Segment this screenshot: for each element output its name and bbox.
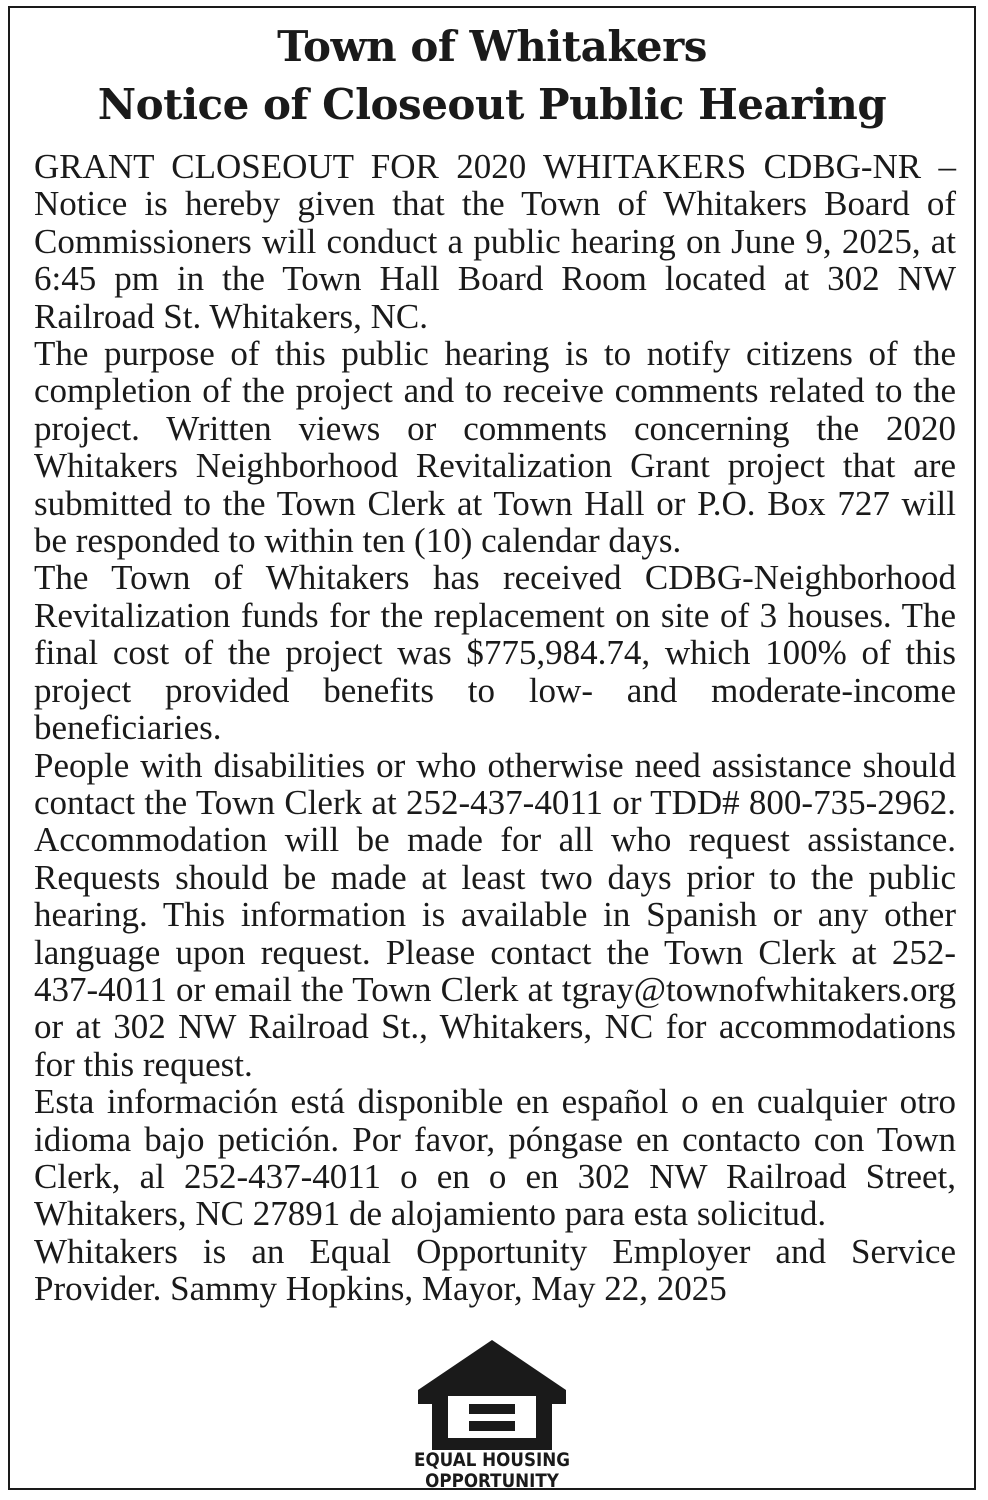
paragraph-spanish: Esta información está disponible en español o en cualquier otro idioma bajo petición. Por favor, póngase en contacto con Town Clerk, al 252-437-4011 o en o en 302 NW Railroad Street, Whitakers, NC 27891 de alojamiento para esta solicitud. xyxy=(34,1082,956,1234)
paragraph-accessibility: People with disabilities or who otherwise need assistance should contact the Town Clerk at 252-437-4011 or TDD# 800-735-2962. Accommodation will be made for all who request assistance. Requests should be made at least two days prior to the public hearing. This information is available in Spanish or any other language upon request. Please contact the Town Clerk at 252-437-4011 or email the Town Clerk at tgray@townofwhitakers.org or at 302 NW Railroad St., Whitakers, NC for accommodations for this request. xyxy=(34,745,956,1084)
notice-header xyxy=(10,18,974,134)
logo-line-2: OPPORTUNITY xyxy=(425,1470,559,1492)
paragraph-hearing-notice: GRANT CLOSEOUT FOR 2020 WHITAKERS CDBG-NR – Notice is hereby given that the Town of Whitakers Board of Commissioners will conduct a public hearing on June 9, 2025, at 6:45 pm in the Town Hall Board Room located at 302 NW Railroad St. Whitakers, NC. xyxy=(34,147,956,336)
notice-frame xyxy=(8,6,976,1490)
paragraph-signature: Whitakers is an Equal Opportunity Employer and Service Provider. Sammy Hopkins, Mayor, May 22, 2025 xyxy=(34,1231,956,1309)
paragraph-purpose: The purpose of this public hearing is to notify citizens of the completion of the project and to receive comments related to the project. Written views or comments concerning the 2020 Whitakers Neighborhood Revitalization Grant project that are submitted to the Town Clerk at Town Hall or P.O. Box 727 will be responded to within ten (10) calendar days. xyxy=(34,334,956,561)
page-subtitle: Notice of Closeout Public Hearing xyxy=(97,80,887,129)
paragraph-funding: The Town of Whitakers has received CDBG-Neighborhood Revitalization funds for the replacement on site of 3 houses. The final cost of the project was $775,984.74, which 100% of this project provided benefits to low- and moderate-income beneficiaries. xyxy=(34,558,956,748)
notice-body xyxy=(34,148,956,1308)
page-title: Town of Whitakers xyxy=(277,22,707,71)
equal-housing-icon xyxy=(418,1340,566,1450)
logo-line-1: EQUAL HOUSING xyxy=(414,1449,570,1471)
equal-housing-logo xyxy=(10,1340,974,1492)
